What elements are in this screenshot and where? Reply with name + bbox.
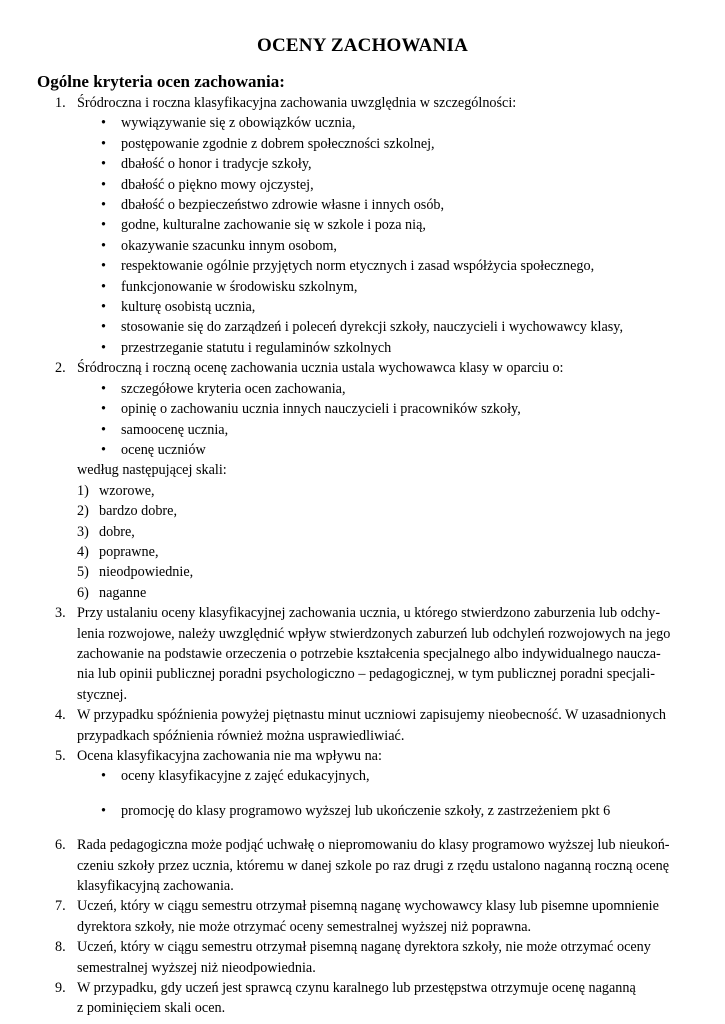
bullet-text: okazywanie szacunku innym osobom, bbox=[121, 237, 337, 254]
item-text-line: Rada pedagogiczna może podjąć uchwałę o niepromowaniu do klasy programowo wyższej lub nieukoń- bbox=[77, 837, 670, 854]
item-number: 2. bbox=[55, 360, 66, 377]
item-text-line: stycznej. bbox=[77, 686, 128, 703]
bullet-text: szczegółowe kryteria ocen zachowania, bbox=[121, 380, 346, 397]
bullet-item bbox=[37, 801, 688, 821]
bullet-text: dbałość o piękno mowy ojczystej, bbox=[121, 176, 314, 193]
item-number: 7. bbox=[55, 898, 66, 915]
bullet-item bbox=[37, 256, 688, 276]
list-item-1 bbox=[37, 93, 688, 113]
bullet-icon: • bbox=[101, 380, 106, 397]
item-number: 4. bbox=[55, 707, 66, 724]
bullet-icon: • bbox=[101, 441, 106, 458]
scale-label: naganne bbox=[99, 584, 147, 601]
scale-item bbox=[37, 522, 688, 542]
item-text: Śródroczna i roczna klasyfikacyjna zachowania uwzględnia w szczególności: bbox=[77, 95, 517, 111]
bullet-text: stosowanie się do zarządzeń i poleceń dyrekcji szkoły, nauczycieli i wychowawcy klasy, bbox=[121, 319, 624, 336]
spacer bbox=[37, 787, 688, 801]
bullet-icon: • bbox=[101, 278, 106, 295]
bullet-text: promocję do klasy programowo wyższej lub ukończenie szkoły, z zastrzeżeniem pkt 6 bbox=[121, 802, 611, 819]
item-number: 3. bbox=[55, 605, 66, 622]
item-text-line: W przypadku, gdy uczeń jest sprawcą czynu karalnego lub przestępstwa otrzymuje ocenę naganną bbox=[77, 980, 636, 997]
bullet-item bbox=[37, 420, 688, 440]
bullet-item bbox=[37, 297, 688, 317]
bullet-item bbox=[37, 338, 688, 358]
bullet-icon: • bbox=[101, 339, 106, 356]
bullet-icon: • bbox=[101, 421, 106, 438]
item-text-line: dyrektora szkoły, nie może otrzymać oceny semestralnej wyższej niż poprawna. bbox=[77, 918, 532, 935]
item-text-line: przypadkach spóźnienia również można usprawiedliwiać. bbox=[77, 727, 405, 744]
bullet-item bbox=[37, 277, 688, 297]
bullet-item bbox=[37, 134, 688, 154]
item-text-line: Przy ustalaniu oceny klasyfikacyjnej zachowania ucznia, u którego stwierdzono zaburzenia lub odchy- bbox=[77, 605, 661, 622]
bullet-item bbox=[37, 236, 688, 256]
bullet-text: dbałość o honor i tradycje szkoły, bbox=[121, 156, 312, 173]
item-text-line: nia lub opinii publicznej poradni psychologiczno – pedagogicznej, w tym publicznej poradni specjali- bbox=[77, 666, 655, 683]
bullet-text: oceny klasyfikacyjne z zajęć edukacyjnych, bbox=[121, 768, 370, 785]
bullet-text: funkcjonowanie w środowisku szkolnym, bbox=[121, 278, 358, 295]
scale-number: 5) bbox=[77, 564, 89, 581]
bullet-icon: • bbox=[101, 258, 106, 275]
bullet-item bbox=[37, 379, 688, 399]
scale-number: 3) bbox=[77, 523, 89, 540]
list-item-2 bbox=[37, 358, 688, 378]
list-item-8 bbox=[37, 937, 688, 978]
bullet-text: samoocenę ucznia, bbox=[121, 421, 229, 438]
item-text-line: Uczeń, który w ciągu semestru otrzymał pisemną naganę wychowawcy klasy lub pisemne upomnienie bbox=[77, 898, 659, 915]
bullet-icon: • bbox=[101, 401, 106, 418]
item-text: Śródroczną i roczną ocenę zachowania ucznia ustala wychowawca klasy w oparciu o: bbox=[77, 360, 564, 377]
scale-item bbox=[37, 542, 688, 562]
bullet-item bbox=[37, 113, 688, 133]
item-text-line: semestralnej wyższej niż nieodpowiednia. bbox=[77, 959, 316, 976]
item-number: 1. bbox=[55, 95, 66, 111]
bullet-text: postępowanie zgodnie z dobrem społeczności szkolnej, bbox=[121, 135, 435, 152]
bullet-item bbox=[37, 317, 688, 337]
bullet-text: przestrzeganie statutu i regulaminów szkolnych bbox=[121, 339, 392, 356]
bullet-text: dbałość o bezpieczeństwo zdrowie własne i innych osób, bbox=[121, 197, 445, 214]
item-number: 5. bbox=[55, 748, 66, 764]
bullet-item bbox=[37, 766, 688, 786]
list-item-5 bbox=[37, 746, 688, 766]
spacer bbox=[37, 821, 688, 835]
scale-item bbox=[37, 562, 688, 582]
bullet-text: ocenę uczniów bbox=[121, 441, 206, 458]
bullet-item bbox=[37, 195, 688, 215]
page-title: OCENY ZACHOWANIA bbox=[257, 35, 468, 56]
scale-number: 1) bbox=[77, 482, 89, 499]
bullet-text: godne, kulturalne zachowanie się w szkole i poza nią, bbox=[121, 217, 426, 234]
bullet-icon: • bbox=[101, 135, 106, 152]
scale-item bbox=[37, 583, 688, 603]
bullet-icon: • bbox=[101, 237, 106, 254]
bullet-icon: • bbox=[101, 319, 106, 336]
bullet-text: wywiązywanie się z obowiązków ucznia, bbox=[121, 115, 356, 132]
bullet-icon: • bbox=[101, 115, 106, 132]
list-item-4 bbox=[37, 705, 688, 746]
scale-item bbox=[37, 481, 688, 501]
item-text: Ocena klasyfikacyjna zachowania nie ma wpływu na: bbox=[77, 748, 382, 764]
bullet-icon: • bbox=[101, 299, 106, 316]
item-text-line: zachowanie na podstawie orzeczenia o potrzebie kształcenia specjalnego albo indywidualnego naucza- bbox=[77, 645, 661, 662]
item-number: 9. bbox=[55, 980, 66, 997]
item-text-line: klasyfikacyjną zachowania. bbox=[77, 878, 234, 895]
list-item-9 bbox=[37, 978, 688, 1019]
item-text-line: W przypadku spóźnienia powyżej piętnastu minut uczniowi zapisujemy nieobecność. W uzasadnionych bbox=[77, 707, 667, 724]
list-item-3 bbox=[37, 603, 688, 705]
bullet-item bbox=[37, 440, 688, 460]
item-text-line: z pominięciem skali ocen. bbox=[77, 1000, 226, 1017]
scale-label: wzorowe, bbox=[99, 482, 155, 499]
bullet-icon: • bbox=[101, 197, 106, 214]
list-item-7 bbox=[37, 896, 688, 937]
bullet-icon: • bbox=[101, 768, 106, 785]
scale-label: poprawne, bbox=[99, 543, 159, 560]
scale-number: 2) bbox=[77, 503, 89, 520]
scale-label: dobre, bbox=[99, 523, 135, 540]
scale-label: bardzo dobre, bbox=[99, 503, 177, 520]
item-number: 8. bbox=[55, 939, 66, 956]
scale-intro: według następującej skali: bbox=[77, 462, 227, 479]
item-number: 6. bbox=[55, 837, 66, 854]
list-item-6 bbox=[37, 835, 688, 896]
bullet-icon: • bbox=[101, 156, 106, 173]
scale-label: nieodpowiednie, bbox=[99, 564, 194, 581]
item-text-line: Uczeń, który w ciągu semestru otrzymał pisemną naganę dyrektora szkoły, nie może otrzymać oceny bbox=[77, 939, 651, 956]
bullet-item bbox=[37, 154, 688, 174]
criteria-list bbox=[37, 93, 688, 1019]
bullet-item bbox=[37, 399, 688, 419]
bullet-icon: • bbox=[101, 802, 106, 819]
scale-number: 6) bbox=[77, 584, 89, 601]
scale-number: 4) bbox=[77, 543, 89, 560]
bullet-text: opinię o zachowaniu ucznia innych nauczycieli i pracowników szkoły, bbox=[121, 401, 521, 418]
bullet-icon: • bbox=[101, 176, 106, 193]
section-heading: Ogólne kryteria ocen zachowania: bbox=[37, 72, 285, 91]
bullet-item bbox=[37, 175, 688, 195]
bullet-text: kulturę osobistą ucznia, bbox=[121, 299, 256, 316]
scale-item bbox=[37, 501, 688, 521]
bullet-text: respektowanie ogólnie przyjętych norm etycznych i zasad współżycia społecznego, bbox=[121, 258, 595, 275]
item-text-line: lenia rozwojowe, należy uwzględnić wpływ stwierdzonych zaburzeń lub odchyleń rozwojowych na jego bbox=[77, 625, 671, 642]
bullet-icon: • bbox=[101, 217, 106, 234]
item-text-line: czeniu szkoły przez ucznia, któremu w danej szkole po raz drugi z rzędu ustalono naganną roczną ocenę bbox=[77, 857, 670, 874]
bullet-item bbox=[37, 215, 688, 235]
